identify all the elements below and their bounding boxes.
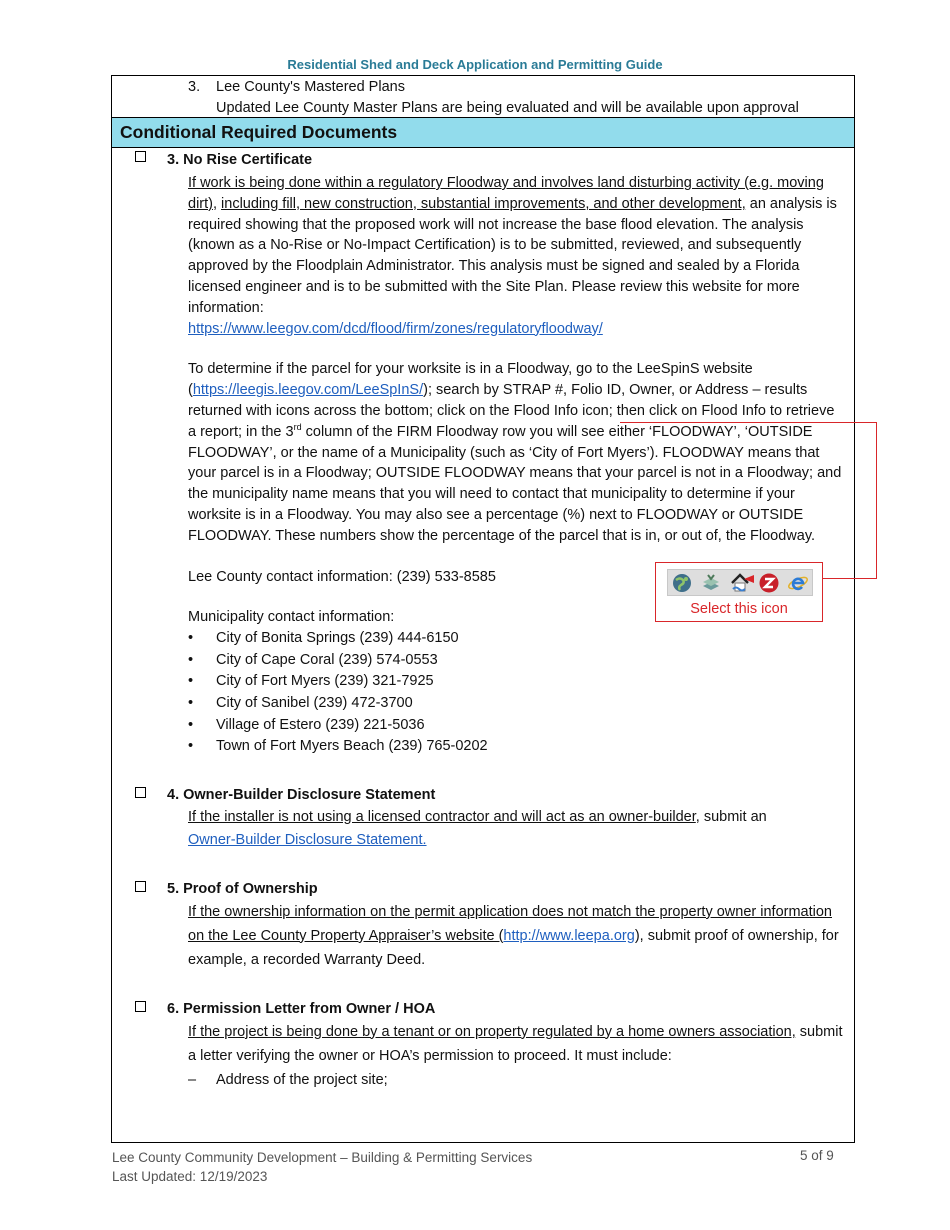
owner-builder-disclosure-link[interactable]: Owner-Builder Disclosure Statement.: [188, 831, 427, 848]
checkbox[interactable]: [135, 881, 146, 892]
item-title: 5. Proof of Ownership: [167, 880, 318, 897]
municipality-list: [188, 628, 844, 758]
icon-callout: [655, 562, 823, 622]
annotation-connector: [620, 422, 877, 423]
globe-icon[interactable]: [671, 572, 693, 594]
annotation-connector: [876, 422, 877, 579]
map-layers-icon[interactable]: [700, 572, 722, 594]
bullet: •: [188, 738, 194, 755]
list-number: 3.: [188, 79, 201, 95]
footer-last-updated: Last Updated: 12/19/2023: [112, 1169, 268, 1184]
document-header-title: Residential Shed and Deck Application and Permitting Guide: [287, 57, 663, 72]
list-item: • Village of Estero (239) 221-5036: [188, 715, 844, 737]
item-title: 4. Owner-Builder Disclosure Statement: [167, 786, 436, 803]
dash-bullet: –: [188, 1071, 197, 1088]
floodway-link[interactable]: https://www.leegov.com/dcd/flood/firm/zones/regulatoryfloodway/: [188, 320, 603, 337]
municipality-heading: Municipality contact information:: [188, 609, 395, 626]
body-text: ); search by STRAP #, Folio ID, Owner, or Address – results returned with icons across the bottom; click on the Flood Info icon; then click on Flood Info to retrieve a report; in the 3: [188, 382, 835, 440]
leespins-icon-strip: [667, 569, 813, 596]
leepa-link[interactable]: http://www.leepa.org: [503, 927, 635, 944]
bullet: •: [188, 673, 194, 690]
body-text: ), submit proof of ownership, for example, a recorded Warranty Deed.: [188, 927, 839, 968]
mastered-plans-title: Lee County's Mastered Plans: [216, 79, 405, 95]
item-body: [112, 806, 854, 852]
bullet: •: [188, 651, 194, 668]
lee-county-contact: Lee County contact information: (239) 533-8585: [188, 568, 496, 585]
checkbox[interactable]: [135, 787, 146, 798]
bullet: •: [188, 694, 194, 711]
body-text: To determine if the parcel for your worksite is in a Floodway, go to the LeeSpinS website (: [188, 361, 753, 399]
permission-letter-item: [112, 998, 854, 1092]
list-item: • Town of Fort Myers Beach (239) 765-0202: [188, 736, 844, 758]
item-body: [112, 1020, 854, 1092]
arrow-head-icon: [744, 575, 756, 583]
body-text: an analysis is required showing that the proposed work will not increase the base flood elevation. The analysis (known as a No-Rise or No-Impact Certification) is to be submitted, reviewed, and subsequently approved by the Floodplain Administrator. This analysis must be signed and sealed by a Florida licensed engineer and is to be submitted with the Site Plan. Please review this website for more information:: [188, 195, 837, 316]
list-item: • City of Fort Myers (239) 321-7925: [188, 671, 844, 693]
owner-builder-item: [112, 784, 854, 852]
callout-label: Select this icon: [690, 601, 788, 617]
page-footer: [112, 1148, 812, 1186]
footer-organization: Lee County Community Development – Building & Permitting Services: [112, 1150, 533, 1165]
zoning-z-icon[interactable]: [758, 572, 780, 594]
item-title: 6. Permission Letter from Owner / HOA: [167, 1000, 436, 1017]
body-text: , submit an: [695, 808, 767, 825]
mastered-plans-text: Updated Lee County Master Plans are being evaluated and will be available upon approval: [216, 100, 799, 116]
checkbox[interactable]: [135, 151, 146, 162]
condition-text: including fill, new construction, substantial improvements, and other development,: [221, 195, 746, 212]
item-title: 3. No Rise Certificate: [167, 152, 313, 168]
mastered-plans-item: [112, 76, 854, 118]
proof-of-ownership-item: [112, 878, 854, 972]
list-item: • City of Sanibel (239) 472-3700: [188, 693, 844, 715]
body-text: submit a letter verifying the owner or HOA’s permission to proceed. It must include:: [188, 1023, 843, 1064]
section-heading: Conditional Required Documents: [112, 118, 854, 148]
requirements-list: [188, 1068, 844, 1092]
body-text: column of the FIRM Floodway row you will see either ‘FLOODWAY’, ‘OUTSIDE FLOODWAY’, or the name of a Municipality (such as ‘City of Fort Myers’). FLOODWAY means that your parcel is in a Floodway; OUTSIDE FLOODWAY means that your parcel is not in a Floodway; and the municipality name means that you will need to contact that municipality to determine if your worksite is in a Floodway. You may also see a percentage (%) next to FLOODWAY or OUTSIDE FLOODWAY. These numbers show the percentage of the parcel that is in, or out of, the Floodway.: [188, 423, 842, 544]
condition-text: If work is being done within a regulatory Floodway and involves land disturbing activity (e.g. moving dirt): [188, 175, 824, 212]
condition-text: If the ownership information on the permit application does not match the property owner information on the Lee County Property Appraiser’s website (: [188, 903, 832, 944]
list-item: – Address of the project site;: [188, 1068, 844, 1092]
item-body: [112, 900, 854, 972]
list-item: • City of Cape Coral (239) 574-0553: [188, 650, 844, 672]
list-item: • City of Bonita Springs (239) 444-6150: [188, 628, 844, 650]
superscript: rd: [293, 421, 302, 432]
bullet: •: [188, 716, 194, 733]
bullet: •: [188, 630, 194, 647]
leespins-link[interactable]: https://leegis.leegov.com/LeeSpInS/: [192, 382, 424, 399]
condition-text: If the installer is not using a licensed contractor and will act as an owner-builder: [188, 808, 696, 825]
page-number: 5 of 9: [800, 1148, 834, 1163]
separator: ,: [212, 195, 222, 212]
checkbox[interactable]: [135, 1001, 146, 1012]
no-rise-certificate-item: [112, 148, 854, 758]
condition-text: If the project is being done by a tenant or on property regulated by a home owners association,: [188, 1023, 796, 1040]
item-body: [112, 171, 854, 758]
internet-explorer-icon[interactable]: [787, 572, 809, 594]
